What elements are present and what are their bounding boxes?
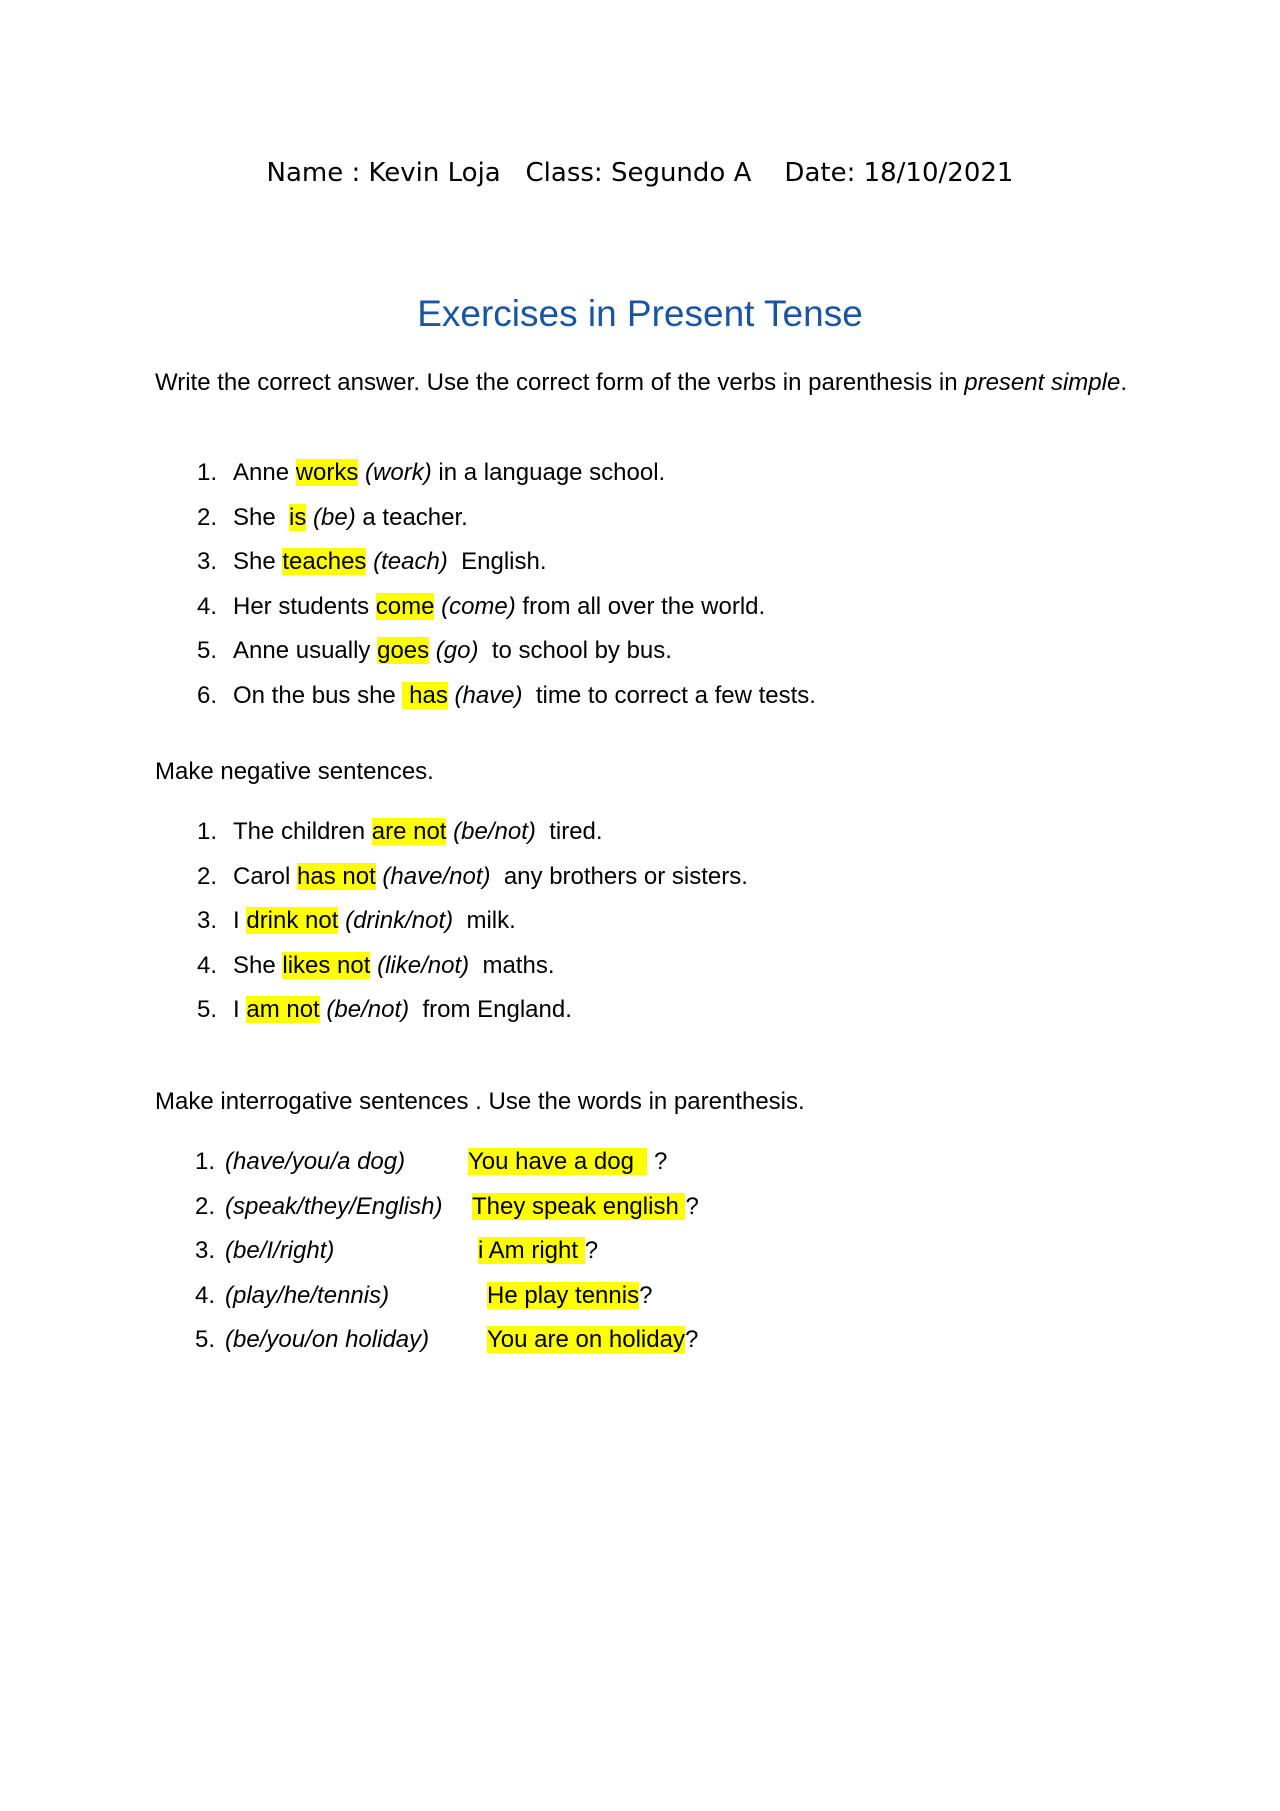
item-suffix: to school by bus.	[478, 637, 672, 665]
answer-highlight: is	[289, 503, 307, 531]
verb-cue: (have/not)	[375, 862, 491, 890]
item-suffix: English.	[447, 548, 547, 576]
item-prefix: Her students	[233, 592, 376, 620]
list-item	[155, 1281, 855, 1326]
words-cue: (speak/they/English)	[225, 1192, 443, 1220]
answer-line	[468, 1147, 667, 1177]
item-suffix: maths.	[469, 951, 555, 979]
item-number: 6.	[196, 681, 217, 709]
words-cue: (have/you/a dog)	[225, 1148, 406, 1175]
item-number: 3.	[196, 907, 217, 935]
item-prefix: She	[233, 503, 290, 531]
item-number: 1.	[196, 459, 217, 486]
answer-highlight: He play tennis	[487, 1281, 640, 1309]
answer-highlight: has not	[297, 862, 376, 890]
item-suffix: from all over the world.	[515, 592, 766, 620]
answer-line	[472, 1192, 699, 1222]
item-number: 2.	[194, 1192, 215, 1220]
item-number: 3.	[196, 548, 217, 576]
verb-cue: (be/not)	[446, 818, 536, 845]
answer-highlight: am not	[246, 996, 320, 1024]
answer-line	[487, 1325, 698, 1355]
item-number: 4.	[194, 1281, 215, 1309]
item-prefix: I	[233, 907, 247, 935]
answer-highlight: has	[402, 681, 448, 709]
verb-cue: (go)	[429, 637, 479, 665]
item-number: 1.	[196, 818, 217, 845]
list-item	[155, 636, 816, 681]
section1-instruction-text: Write the correct answer. Use the correct form of the verbs in parenthesis in	[155, 369, 965, 396]
list-item	[155, 862, 748, 907]
section1-list	[155, 458, 816, 726]
verb-cue: (teach)	[366, 548, 448, 576]
item-suffix: a teacher.	[355, 503, 468, 531]
verb-cue: (have)	[447, 681, 523, 709]
words-cue: (be/I/right)	[225, 1237, 335, 1265]
list-item	[155, 995, 748, 1040]
answer-line	[487, 1281, 652, 1311]
item-suffix: tired.	[535, 818, 603, 845]
list-item	[155, 547, 816, 592]
section2-list	[155, 817, 748, 1040]
answer-highlight: i Am right	[478, 1237, 585, 1265]
section3-instruction: Make interrogative sentences . Use the words in parenthesis.	[155, 1088, 805, 1115]
item-number: 2.	[196, 503, 217, 531]
item-number: 2.	[196, 862, 217, 890]
question-mark: ?	[685, 1192, 699, 1220]
question-mark: ?	[684, 1326, 699, 1354]
list-item	[155, 817, 748, 862]
verb-cue: (come)	[434, 592, 516, 620]
question-mark: ?	[639, 1281, 653, 1309]
item-suffix: from England.	[409, 996, 572, 1024]
list-item	[155, 503, 816, 548]
section1-instruction-italic: present simple	[964, 369, 1121, 396]
words-cue: (play/he/tennis)	[225, 1281, 390, 1309]
answer-highlight: They speak english	[472, 1192, 686, 1220]
words-cue: (be/you/on holiday)	[225, 1326, 430, 1354]
item-prefix: She	[233, 548, 283, 576]
list-item	[155, 681, 816, 726]
item-number: 4.	[196, 592, 217, 620]
item-prefix: On the bus she	[233, 681, 403, 709]
item-prefix: She	[233, 951, 283, 979]
verb-cue: (like/not)	[370, 951, 470, 979]
section3-list	[155, 1147, 855, 1370]
item-prefix: Carol	[233, 862, 298, 890]
list-item	[155, 1147, 855, 1192]
item-number: 1.	[194, 1148, 215, 1175]
list-item	[155, 1236, 855, 1281]
answer-highlight: teaches	[282, 548, 367, 576]
list-item	[155, 906, 748, 951]
question-mark: ?	[647, 1148, 668, 1175]
answer-highlight: You have a dog	[468, 1148, 648, 1175]
page-title: Exercises in Present Tense	[417, 293, 863, 334]
list-item	[155, 951, 748, 996]
item-number: 5.	[194, 1326, 215, 1354]
verb-cue: (be)	[306, 503, 356, 531]
item-number: 5.	[196, 637, 217, 665]
item-prefix: Anne	[233, 459, 296, 486]
answer-line	[478, 1236, 598, 1266]
answer-highlight: works	[295, 459, 359, 486]
answer-highlight: come	[375, 592, 435, 620]
verb-cue: (be/not)	[319, 996, 410, 1024]
item-prefix: The children	[233, 818, 372, 845]
item-number: 5.	[196, 996, 217, 1024]
item-number: 4.	[196, 951, 217, 979]
question-mark: ?	[584, 1237, 599, 1265]
list-item	[155, 592, 816, 637]
verb-cue: (drink/not)	[338, 907, 454, 935]
list-item	[155, 1325, 855, 1370]
answer-highlight: You are on holiday	[487, 1326, 685, 1354]
answer-highlight: are not	[371, 818, 447, 845]
item-number: 3.	[194, 1237, 215, 1265]
item-suffix: time to correct a few tests.	[522, 681, 816, 709]
item-suffix: milk.	[453, 907, 516, 935]
item-suffix: in a language school.	[431, 459, 666, 486]
item-suffix: any brothers or sisters.	[490, 862, 748, 890]
verb-cue: (work)	[358, 459, 432, 486]
answer-highlight: goes	[377, 637, 430, 665]
list-item	[155, 1192, 855, 1237]
section1-instruction	[155, 368, 1135, 398]
answer-highlight: likes not	[282, 951, 371, 979]
answer-highlight: drink not	[246, 907, 339, 935]
item-prefix: Anne usually	[233, 637, 378, 665]
section1-instruction-end: .	[1120, 369, 1127, 396]
list-item	[155, 458, 816, 503]
student-info-header: Name : Kevin Loja Class: Segundo A Date: 18/10/2021	[266, 158, 1014, 188]
item-prefix: I	[233, 996, 247, 1024]
section2-instruction: Make negative sentences.	[155, 758, 434, 785]
